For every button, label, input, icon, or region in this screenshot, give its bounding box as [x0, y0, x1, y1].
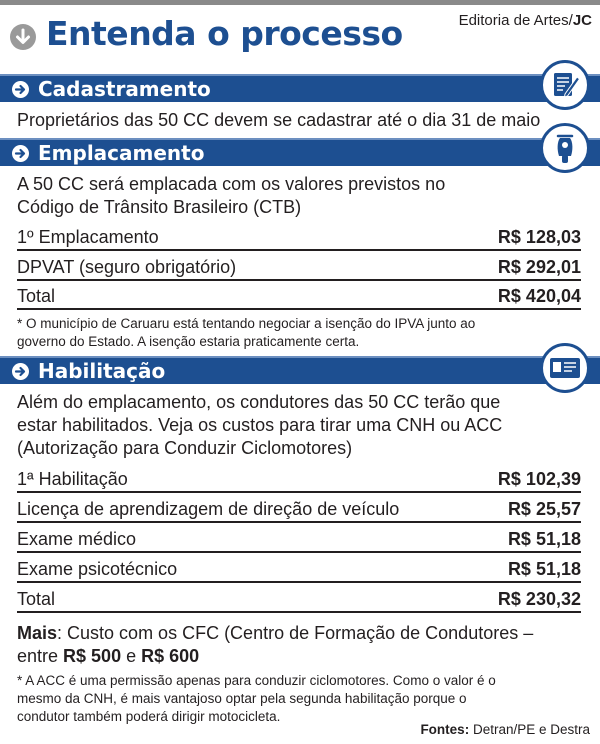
- habilitacao-text-line: (Autorização para Conduzir Ciclomotores): [17, 438, 353, 458]
- arrow-right-icon: [12, 145, 29, 162]
- sources: Fontes: Detran/PE e Destra: [420, 722, 590, 737]
- header: [0, 10, 600, 60]
- section-habilitacao: [0, 356, 600, 384]
- section-heading: Cadastramento: [38, 77, 211, 101]
- mais-line: Mais: Custo com os CFC (Centro de Formação de Condutores –: [17, 623, 534, 643]
- table-row: Licença de aprendizagem de direção de veículo R$ 25,57: [17, 497, 581, 523]
- table-row: 1º Emplacamento R$ 128,03: [17, 225, 581, 251]
- footnote-line: condutor também poderá dirigir motocicleta.: [17, 709, 281, 724]
- table-row: DPVAT (seguro obrigatório) R$ 292,01: [17, 255, 581, 281]
- document-pen-icon: [540, 60, 590, 110]
- habilitacao-text-line: estar habilitados. Veja os custos para tirar uma CNH ou ACC: [17, 415, 503, 435]
- section-emplacamento: [0, 138, 600, 166]
- scooter-icon: [540, 123, 590, 173]
- emplacamento-text-line: Código de Trânsito Brasileiro (CTB): [17, 197, 302, 217]
- arrow-right-icon: [12, 81, 29, 98]
- footnote-line: * A ACC é uma permissão apenas para conduzir ciclomotores. Como o valor é o: [17, 673, 496, 688]
- emplacamento-text-line: A 50 CC será emplacada com os valores previstos no: [17, 174, 446, 194]
- footnote-line: * O município de Caruaru está tentando negociar a isenção do IPVA junto ao: [17, 316, 476, 331]
- arrow-down-circle-icon: [10, 24, 36, 50]
- page-title: Entenda o processo: [46, 14, 403, 53]
- table-row-total: Total R$ 230,32: [17, 587, 581, 613]
- table-row: Exame psicotécnico R$ 51,18: [17, 557, 581, 583]
- top-rule: [0, 0, 600, 5]
- habilitacao-text-line: Além do emplacamento, os condutores das 50 CC terão que: [17, 392, 501, 412]
- footnote-line: governo do Estado. A isenção estaria praticamente certa.: [17, 334, 360, 349]
- section-heading: Habilitação: [38, 359, 166, 383]
- arrow-right-icon: [12, 363, 29, 380]
- section-cadastramento: [0, 74, 600, 102]
- section-heading: Emplacamento: [38, 141, 205, 165]
- table-row: Exame médico R$ 51,18: [17, 527, 581, 553]
- credit: Editoria de Artes/JC: [458, 12, 592, 29]
- license-card-icon: [540, 343, 590, 393]
- mais-line: entre R$ 500 e R$ 600: [17, 646, 200, 666]
- table-row: 1ª Habilitação R$ 102,39: [17, 467, 581, 493]
- table-row-total: Total R$ 420,04: [17, 284, 581, 310]
- cadastramento-text: Proprietários das 50 CC devem se cadastrar até o dia 31 de maio: [17, 110, 541, 130]
- footnote-line: mesmo da CNH, é mais vantajoso optar pela segunda habilitação porque o: [17, 691, 467, 706]
